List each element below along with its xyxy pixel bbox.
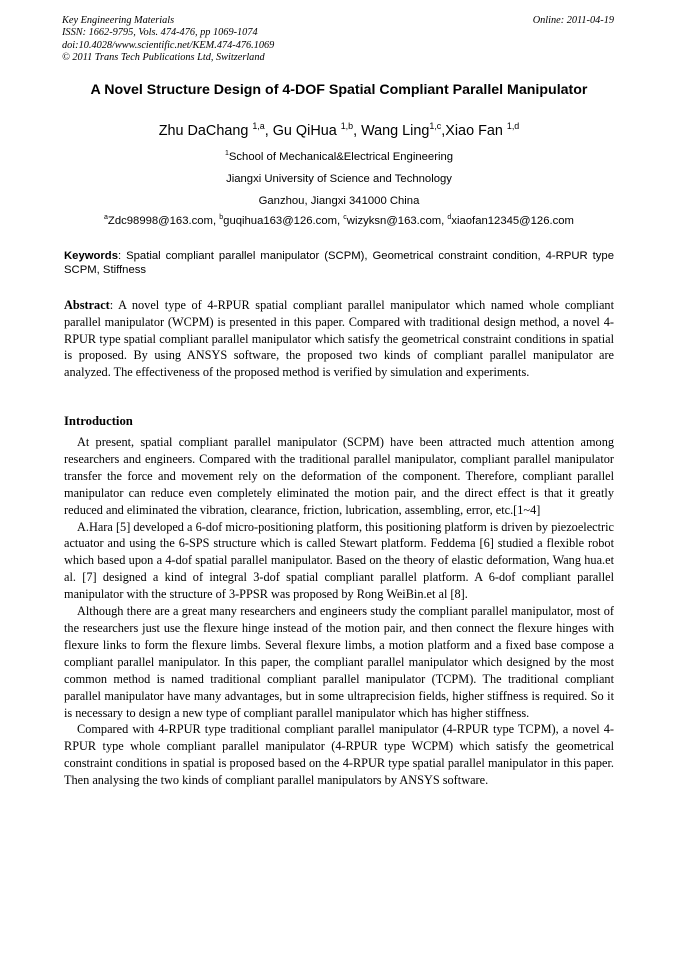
- email-sup: d: [447, 214, 452, 222]
- email-link[interactable]: wizyksn@163.com: [346, 215, 442, 227]
- author-name: Wang Ling: [361, 123, 430, 139]
- abstract-label: Abstract: [64, 298, 110, 312]
- email-sep: ,: [212, 215, 220, 227]
- affiliation-line-3: Ganzhou, Jiangxi 341000 China: [258, 195, 420, 207]
- online-date: Online: 2011-04-19: [532, 15, 614, 26]
- affiliation-sup: 1: [224, 150, 229, 158]
- author-sep: ,: [264, 123, 273, 139]
- keywords-block: [64, 249, 614, 277]
- email-link[interactable]: guqihua163@126.com: [223, 215, 338, 227]
- paragraph: Compared with 4-RPUR type traditional compliant parallel manipulator (4-RPUR type TCPM), a novel 4-RPUR type whole compliant parallel manipulator (4-RPUR type WCPM) which satisfy the geometrical constraint conditions in spatial is proposed based on the 4-RPUR type spatial parallel manipulator in this paper. Then analysing the two kinds of compliant parallel manipulators by ANSYS software.: [64, 722, 614, 788]
- keywords-label: Keywords: [64, 250, 118, 262]
- email-link[interactable]: xiaofan12345@126.com: [451, 215, 574, 227]
- paper-title: A Novel Structure Design of 4-DOF Spatial Compliant Parallel Manipulator: [90, 82, 588, 98]
- paragraph: A.Hara [5] developed a 6-dof micro-positioning platform, this positioning platform is driven by piezoelectric actuator and using the 6-SPS structure which is called Stewart platform. Feddema [6] studied a flexible robot which based upon a 4-dof spatial parallel manipulator. Based on the theory of elastic deformation, Wang hua.et al. [7] designed a kind of integral 3-dof spatial compliant parallel platform. A 6-dof compliant parallel manipulator with the structure of 3-PPSR was proposed by Rong WeiBin.et al [8].: [64, 519, 614, 602]
- section-heading-introduction: Introduction: [64, 414, 133, 428]
- keywords-text: : Spatial compliant parallel manipulator (SCPM), Geometrical constraint condition, 4-RPUR type SCPM, Stiffness: [64, 250, 614, 276]
- paragraph: At present, spatial compliant parallel manipulator (SCPM) have been attracted much attention among researchers and engineers. Compared with the traditional parallel manipulator, compliant parallel manipulator transfer the force and movement rely on the deformation of the component. Therefore, compliant parallel manipulator can reduce even completely eliminated the motion pair, and the direct effect is that it greatly reduced and eliminated the vibration, clearance, friction, lubrication, assembling, error, etc.[1~4]: [64, 435, 614, 517]
- author-affil-sup: 1,b: [340, 121, 354, 132]
- copyright-line: © 2011 Trans Tech Publications Ltd, Switzerland: [62, 51, 265, 63]
- author-list: [64, 121, 614, 141]
- email-sep: ,: [441, 215, 448, 227]
- author-affil-sup: 1,a: [252, 121, 265, 132]
- email-sup: c: [343, 214, 347, 222]
- email-sup: a: [104, 214, 108, 222]
- author-sep: ,: [441, 123, 446, 139]
- issn-line: ISSN: 1662-9795, Vols. 474-476, pp 1069-1074: [62, 27, 258, 39]
- email-sep: ,: [337, 215, 344, 227]
- journal-header: [62, 15, 274, 64]
- author-sep: ,: [353, 123, 362, 139]
- email-sup: b: [219, 214, 224, 222]
- abstract-text: : A novel type of 4-RPUR spatial compliant parallel manipulator which named whole compliant parallel manipulator (WCPM) is presented in this paper. Compared with traditional design method, a novel 4-RPUR type spatial compliant parallel manipulator which satisfy the geometrical constraint conditions in spatial is proposed. By using ANSYS software, the proposed two kinds of compliant parallel manipulator are analyzed. The effectiveness of the proposed method is verified by simulation and experiments.: [64, 298, 614, 380]
- affiliation-line-1: [64, 150, 614, 164]
- author-name: Zhu DaChang: [158, 123, 253, 139]
- introduction-body: [64, 434, 614, 789]
- affiliation-school: School of Mechanical&Electrical Engineering: [228, 151, 454, 163]
- email-link[interactable]: Zdc98998@163.com: [107, 215, 213, 227]
- journal-name: Key Engineering Materials: [62, 15, 175, 26]
- affiliation-line-2: Jiangxi University of Science and Technology: [226, 173, 452, 185]
- abstract-block: [64, 297, 614, 381]
- doi-line: doi:10.4028/www.scientific.net/KEM.474-476.1069: [62, 39, 275, 51]
- paragraph: Although there are a great many researchers and engineers study the compliant parallel manipulator, most of the researchers just use the flexure hinge instead of the motion pair, and then connect the flexure hinges with flexure links to form the flexure limbs. Several flexure limbs, a motion platform and a fixed base compose a compliant parallel manipulator. In this paper, the compliant parallel manipulator which designed by the most common method is named traditional compliant parallel manipulator (TCPM). The traditional compliant parallel manipulator have many advantages, but in some ultraprecision fields, higher stiffness is required. So it is necessary to design a new type of compliant parallel manipulator which has higher stiffness.: [64, 604, 614, 720]
- author-name: Xiao Fan: [445, 123, 507, 139]
- email-list: [64, 214, 614, 228]
- author-affil-sup: 1,d: [506, 121, 520, 132]
- author-affil-sup: 1,c: [429, 121, 442, 132]
- author-name: Gu QiHua: [272, 123, 341, 139]
